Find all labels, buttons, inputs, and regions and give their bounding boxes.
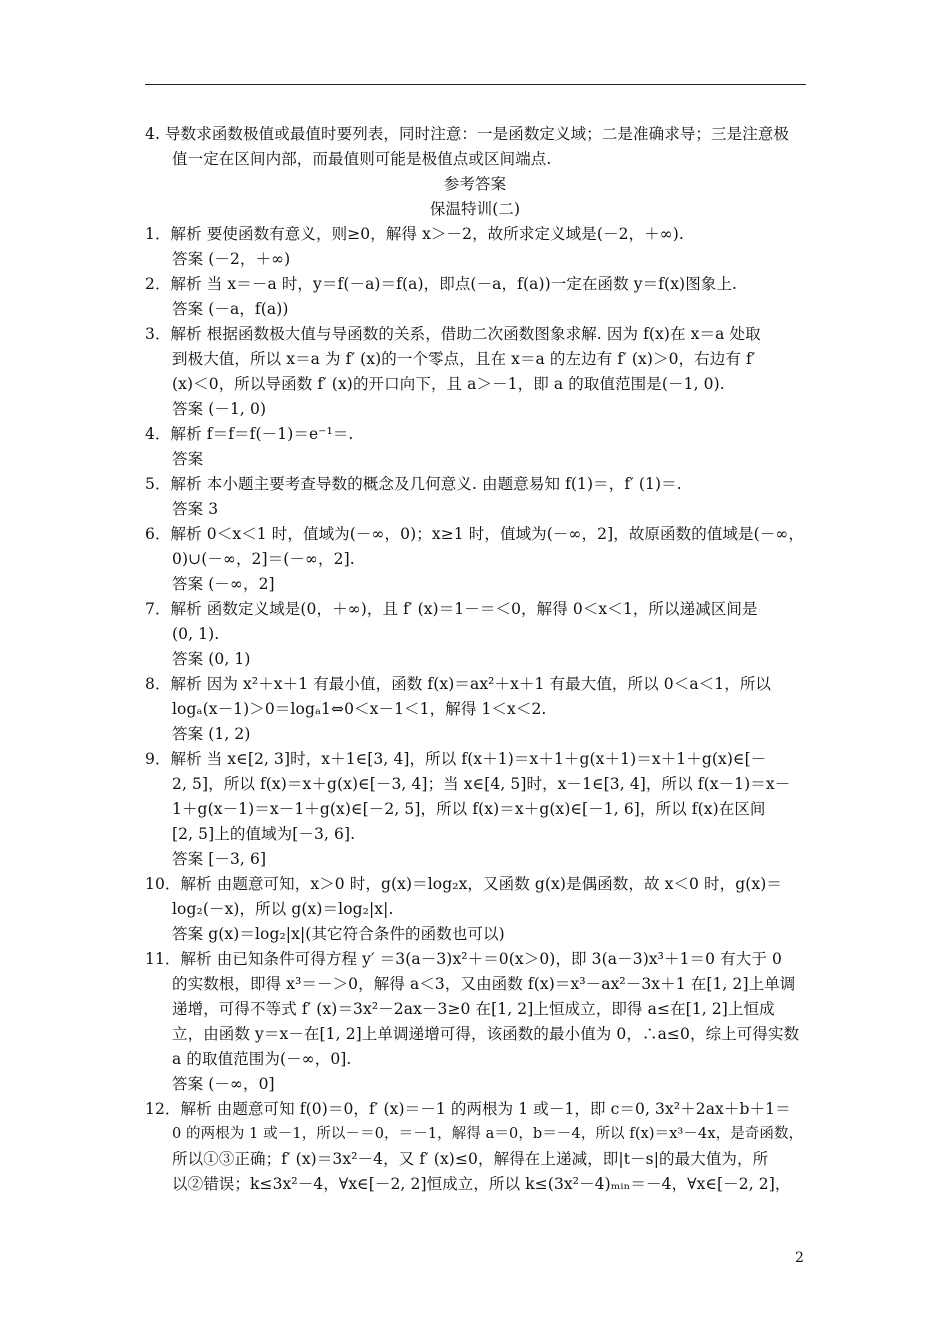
answer-line: 0)∪(－∞，2]＝(－∞，2]. xyxy=(172,550,355,568)
answer-line: 答案 (－∞，0] xyxy=(172,1075,275,1093)
answer-line: 答案 g(x)＝log₂|x|(其它符合条件的函数也可以) xyxy=(172,925,505,943)
answer-line: 答案 (0, 1) xyxy=(172,650,251,668)
answer-line: 11．解析 由已知条件可得方程 y′ ＝3(a－3)x²＋＝0(x＞0)，即 3(a－3)x³＋1＝0 有大于 0 xyxy=(145,950,782,968)
answer-line: 9．解析 当 x∈[2, 3]时，x＋1∈[3, 4]，所以 f(x＋1)＝x＋1＋g(x＋1)＝x＋1＋g(x)∈[－ xyxy=(145,750,767,768)
section-title: 参考答案 xyxy=(443,175,507,193)
answer-line: 1．解析 要使函数有意义，则≥0，解得 x＞－2，故所求定义域是(－2，＋∞). xyxy=(145,225,684,243)
answer-line: 答案 3 xyxy=(172,500,219,518)
intro-line-1: 4. 导数求函数极值或最值时要列表，同时注意：一是函数定义域；二是准确求导；三是注意极 xyxy=(145,125,790,143)
answer-line: [2, 5]上的值域为[－3, 6]. xyxy=(172,825,356,843)
answer-line: 递增，可得不等式 f′ (x)＝3x²－2ax－3≥0 在[1, 2]上恒成立，即得 a≤在[1, 2]上恒成 xyxy=(172,1000,775,1018)
answer-line: (x)＜0，所以导函数 f′ (x)的开口向下，且 a＞－1，即 a 的取值范围是(－1, 0). xyxy=(172,375,725,393)
answer-line: 0 的两根为 1 或－1，所以－＝0，＝－1，解得 a＝0，b＝－4，所以 f(x)＝x³－4x，是奇函数， xyxy=(172,1126,804,1142)
answer-line: 答案 (－2，＋∞) xyxy=(172,250,291,268)
answer-line: 答案 (－∞，2] xyxy=(172,575,275,593)
answer-line: 答案 xyxy=(172,450,204,468)
answer-line: 10．解析 由题意可知，x＞0 时，g(x)＝log₂x，又函数 g(x)是偶函数，故 x＜0 时，g(x)＝ xyxy=(145,875,783,893)
answer-line: 所以①③正确；f′ (x)＝3x²－4，又 f′ (x)≤0，解得在上递减，即|t－s|的最大值为，所 xyxy=(172,1150,769,1168)
answer-line: 答案 (1, 2) xyxy=(172,725,251,743)
answer-line: 7．解析 函数定义域是(0，＋∞)，且 f′ (x)＝1－＝＜0，解得 0＜x＜1，所以递减区间是 xyxy=(145,600,758,618)
answer-line: 2．解析 当 x＝－a 时，y＝f(－a)＝f(a)，即点(－a，f(a))一定在函数 y＝f(x)图象上. xyxy=(145,275,738,293)
page-number: 2 xyxy=(795,1250,804,1266)
subsection-title: 保温特训(二) xyxy=(429,200,521,218)
answer-line: 立，由函数 y＝x－在[1, 2]上单调递增可得，该函数的最小值为 0，∴a≤0，综上可得实数 xyxy=(172,1025,800,1043)
answer-line: 8．解析 因为 x²＋x＋1 有最小值，函数 f(x)＝ax²＋x＋1 有最大值，所以 0＜a＜1，所以 xyxy=(145,675,772,693)
answer-line: 5．解析 本小题主要考查导数的概念及几何意义. 由题意易知 f(1)＝，f′ (1)＝. xyxy=(145,475,682,493)
answer-line: 答案 [－3, 6] xyxy=(172,850,267,868)
answer-line: a 的取值范围为(－∞，0]. xyxy=(172,1050,352,1068)
answer-line: 的实数根，即得 x³＝－＞0，解得 a＜3，又由函数 f(x)＝x³－ax²－3x＋1 在[1, 2]上单调 xyxy=(172,975,796,993)
answer-line: 6．解析 0＜x＜1 时，值域为(－∞，0)；x≥1 时，值域为(－∞，2]，故原函数的值域是(－∞， xyxy=(145,525,804,543)
answer-line: 到极大值，所以 x＝a 为 f′ (x)的一个零点，且在 x＝a 的左边有 f′ (x)＞0，右边有 f′ xyxy=(172,350,756,368)
answer-line: 以②错误；k≤3x²－4，∀x∈[－2, 2]恒成立，所以 k≤(3x²－4)ₘᵢₙ＝－4，∀x∈[－2, 2]， xyxy=(172,1175,791,1193)
header-rule xyxy=(145,84,806,85)
answer-line: logₐ(x－1)＞0＝logₐ1⇔0＜x－1＜1，解得 1＜x＜2. xyxy=(172,700,547,718)
answer-line: 1＋g(x－1)＝x－1＋g(x)∈[－2, 5]，所以 f(x)＝x＋g(x)∈[－1, 6]，所以 f(x)在区间 xyxy=(172,800,766,818)
answer-line: 12．解析 由题意可知 f(0)＝0，f′ (x)＝－1 的两根为 1 或－1，即 c＝0, 3x²＋2ax＋b＋1＝ xyxy=(145,1100,791,1118)
answer-line: 答案 (－a，f(a)) xyxy=(172,300,289,318)
intro-line-2: 值一定在区间内部，而最值则可能是极值点或区间端点. xyxy=(172,150,552,168)
answer-line: 4．解析 f＝f＝f(－1)＝e⁻¹＝. xyxy=(145,425,354,443)
answer-line: (0, 1). xyxy=(172,625,220,643)
answer-line: 答案 (－1, 0) xyxy=(172,400,267,418)
answer-line: log₂(－x)，所以 g(x)＝log₂|x|. xyxy=(172,900,394,918)
answer-line: 3．解析 根据函数极大值与导函数的关系，借助二次函数图象求解. 因为 f(x)在 x＝a 处取 xyxy=(145,325,761,343)
answer-line: 2, 5]，所以 f(x)＝x＋g(x)∈[－3, 4]；当 x∈[4, 5]时，x－1∈[3, 4]，所以 f(x－1)＝x－ xyxy=(172,775,791,793)
